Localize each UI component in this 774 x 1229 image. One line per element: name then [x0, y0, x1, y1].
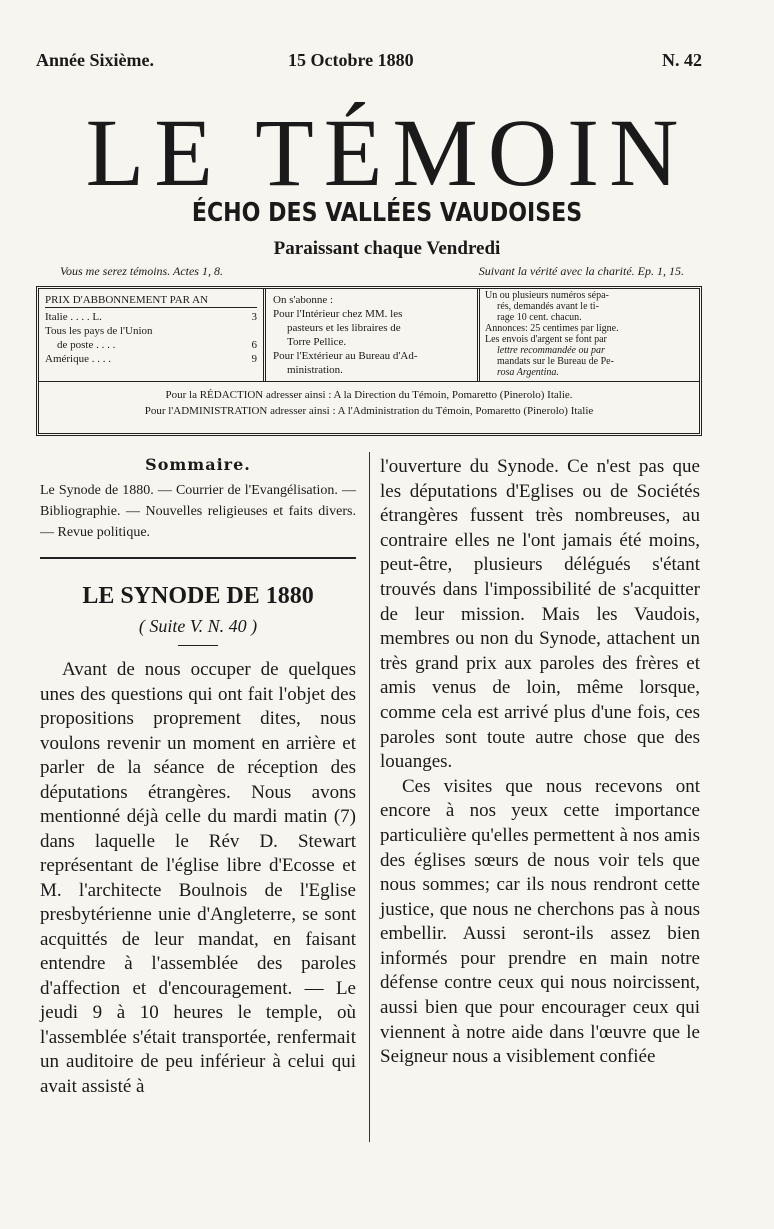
article-paragraph: Ces visites que nous recevons ont encore à nos yeux cette importance particulière qu'elles permettent à nos amis des églises sœurs de nous voir tels que nous sommes; car ils nous rendront cette justice, que nous ne cherchons pas à nous embellir. Aussi seront-ils assez bien informés pour prendre en main notre défense contre ceux qui nous noircissent, aussi bien que pour encourager ceux qui viennent à notre aide dans l'œuvre que le Seigneur nous a visiblement confiée	[380, 775, 700, 1068]
year-label: Année Sixième.	[36, 50, 154, 70]
price-row: de poste . . . . 6	[57, 339, 257, 351]
newspaper-subtitle: ÉCHO DES VALLÉES VAUDOISES	[191, 198, 583, 228]
title-dash	[178, 645, 218, 646]
motto-right: Suivant la vérité avec la charité. Ep. 1, 15.	[478, 264, 684, 278]
left-column	[40, 455, 356, 1099]
issue-date: 15 Octobre 1880	[288, 50, 414, 70]
column-rule	[369, 452, 370, 1142]
price-column	[45, 293, 257, 366]
article-paragraph: Avant de nous occuper de quelques unes des questions qui ont fait l'objet des propositions proprement dites, nous voulons revenir un moment en arrière et parler de la séance de réception des députations étrangères. Nous avons mentionné déjà celle du mardi matin (7) dans laquelle le Rév D. Stewart représentant de l'église libre d'Ecosse et M. l'architecte Boulnois de l'Eglise presbytérienne unie d'Angleterre, se sont acquittés de leur mandat, en faisant entendre à l'assemblée des paroles d'affection et d'encouragement. — Le jeudi 9 à 10 heures le temple, où l'assemblée s'était transportée, renfermait un auditoire de peu inférieur à celui qui avait assisté à	[40, 659, 356, 1097]
sommaire-text: Le Synode de 1880. — Courrier de l'Evangélisation. — Bibliographie. — Nouvelles religieuses et faits divers. — Revue politique.	[40, 483, 356, 540]
header-line	[36, 50, 702, 74]
administration-address: Pour l'ADMINISTRATION adresser ainsi : A l'Administration du Témoin, Pomaretto (Pinerolo) Italie	[144, 405, 594, 417]
article-subtitle: ( Suite V. N. 40 )	[138, 616, 258, 636]
address-block	[39, 387, 699, 419]
newspaper-title: LE TÉMOIN	[85, 99, 689, 206]
section-divider	[40, 557, 356, 559]
box-divider	[39, 381, 699, 382]
subscription-box	[36, 286, 702, 436]
price-title: PRIX D'ABBONNEMENT PAR AN	[45, 293, 257, 308]
mottos	[60, 264, 684, 282]
price-row: Amérique . . . . 9	[45, 353, 257, 365]
publication-frequency: Paraissant chaque Vendredi	[273, 238, 501, 259]
column-divider	[263, 289, 266, 381]
article-title: LE SYNODE DE 1880	[82, 583, 314, 609]
issue-number: N. 42	[662, 50, 702, 70]
right-column	[380, 455, 700, 1070]
sommaire-title: Sommaire.	[145, 455, 251, 474]
article-paragraph: l'ouverture du Synode. Ce n'est pas que les députations d'Eglises ou de Sociétés étrangères fussent très nombreuses, au contraire elles ne l'ont jamais été moins, peut-être, plusieurs délégués s'étant trouvés dans l'impossibilité de s'acquitter de leur mission. Mais les Vaudois, membres ou non du Synode, attachent un très grand prix aux paroles des frères et amis venus de loin, même lorsque, comme cela est arrivé plus d'une fois, ces paroles sont toute autre chose que des louanges.	[380, 456, 700, 773]
notice-column: Un ou plusieurs numéros sépa- rés, demandés avant le ti- rage 10 cent. chacun. Annonces: 25 centimes par ligne. Les envois d'argent se font par lettre recommandée ou par mandats sur le Bureau de Pe- rosa Argentina.	[485, 290, 619, 378]
subscribe-column: On s'abonne : Pour l'Intérieur chez MM. les pasteurs et les libraires de Torre Pellice. Pour l'Extérieur au Bureau d'Ad- ministration.	[273, 294, 418, 376]
price-row: Tous les pays de l'Union	[45, 325, 153, 337]
redaction-address: Pour la RÉDACTION adresser ainsi : A la Direction du Témoin, Pomaretto (Pinerolo) Italie.	[165, 389, 573, 401]
motto-left: Vous me serez témoins. Actes 1, 8.	[60, 264, 223, 278]
column-divider	[477, 289, 480, 381]
price-row: Italie . . . . L. 3	[45, 311, 257, 323]
